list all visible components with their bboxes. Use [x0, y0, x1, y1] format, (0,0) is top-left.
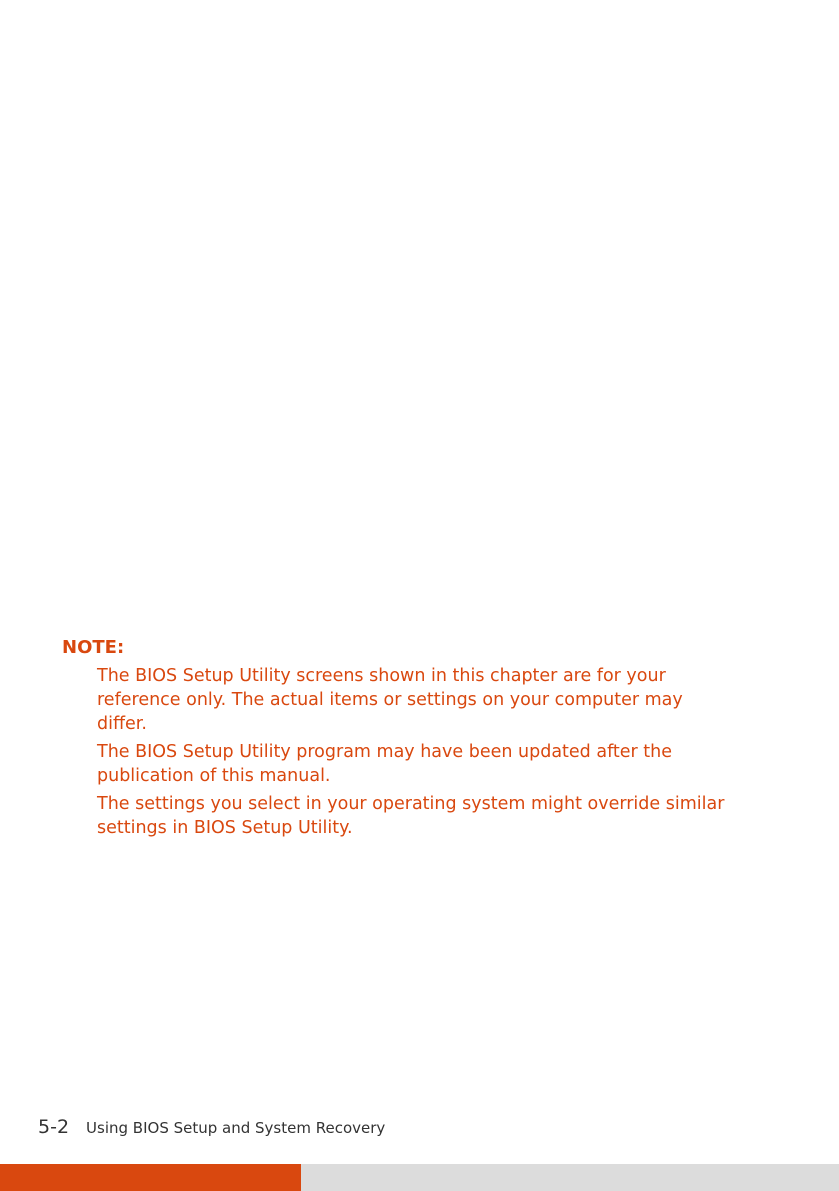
chapter-title: Using BIOS Setup and System Recovery: [86, 1119, 386, 1137]
page-footer: [38, 1116, 385, 1138]
footer-bar: [0, 1164, 839, 1191]
note-paragraph-2: The BIOS Setup Utility program may have been updated after the publication of this manual.: [97, 742, 673, 786]
note-paragraph-1: The BIOS Setup Utility screens shown in this chapter are for your reference only. The actual items or settings on your computer may differ.: [97, 666, 683, 734]
footer-bar-accent: [0, 1164, 301, 1191]
note-paragraph-3: The settings you select in your operating system might override similar settings in BIOS Setup Utility.: [97, 794, 725, 838]
footer-bar-gray: [301, 1164, 839, 1191]
note-box: [62, 636, 782, 844]
note-title: NOTE:: [62, 637, 125, 658]
page-number: 5-2: [38, 1116, 70, 1138]
